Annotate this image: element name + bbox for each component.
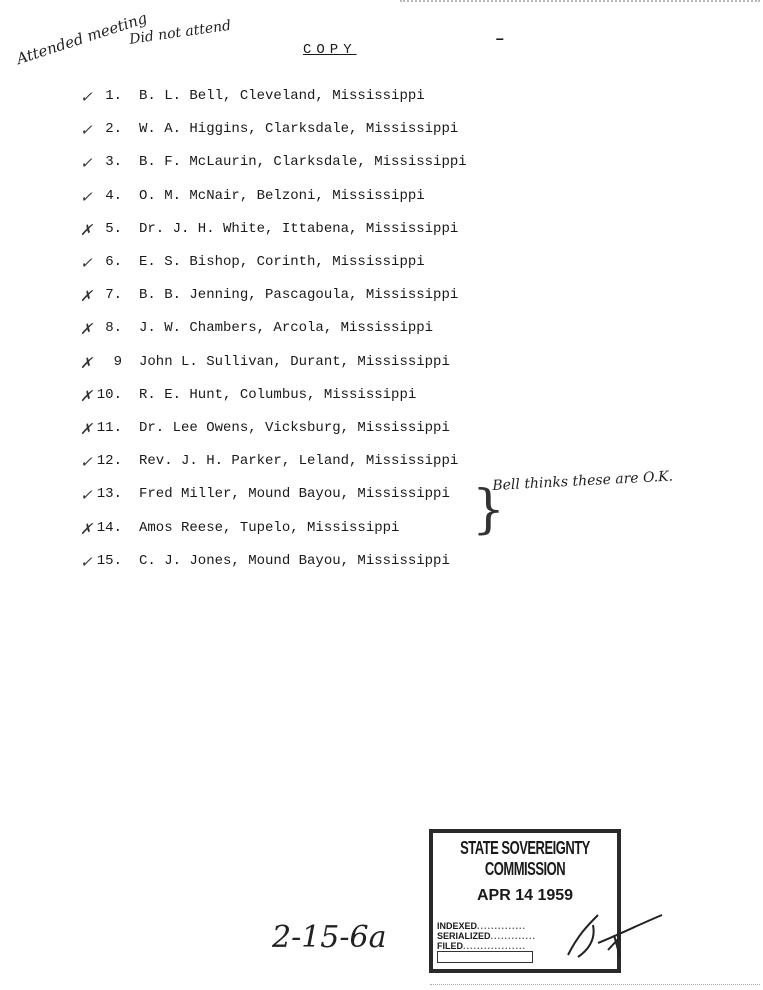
stamp-date: APR 14 1959 bbox=[476, 887, 574, 904]
check-mark-icon: ✗ bbox=[80, 353, 93, 372]
list-item bbox=[0, 320, 763, 342]
check-mark-icon: ✓ bbox=[80, 187, 93, 206]
handwritten-file-number: 2-15-6a bbox=[272, 920, 387, 955]
entry-text: R. E. Hunt, Columbus, Mississippi bbox=[139, 386, 417, 403]
stamp-box bbox=[437, 951, 533, 963]
list-item bbox=[0, 387, 763, 409]
list-item bbox=[0, 221, 763, 243]
list-item bbox=[0, 520, 763, 542]
signature-mark bbox=[558, 905, 668, 965]
entry-number: 6. bbox=[105, 254, 122, 270]
top-dotted-edge bbox=[400, 0, 760, 4]
check-mark-icon: ✓ bbox=[80, 88, 93, 106]
entry-number: 3. bbox=[105, 154, 122, 171]
list-item bbox=[0, 420, 763, 442]
entry-text: W. A. Higgins, Clarksdale, Mississippi bbox=[139, 121, 459, 138]
entry-number: 13. bbox=[96, 486, 122, 503]
entry-text: E. S. Bishop, Corinth, Mississippi bbox=[139, 254, 425, 270]
entry-number: 5. bbox=[105, 220, 122, 237]
stamp-indexed-label: INDEXED bbox=[437, 921, 478, 931]
entry-number: 10. bbox=[96, 386, 122, 403]
check-mark-icon: ✓ bbox=[80, 453, 93, 472]
check-mark-icon: ✗ bbox=[80, 320, 93, 339]
entry-text: B. B. Jenning, Pascagoula, Mississippi bbox=[139, 287, 459, 304]
handwritten-brace: } bbox=[472, 480, 506, 540]
entry-number: 14. bbox=[96, 519, 122, 536]
check-mark-icon: ✓ bbox=[80, 552, 93, 571]
check-mark-icon: ✗ bbox=[80, 386, 93, 405]
pen-dash-mark: – bbox=[495, 30, 505, 48]
entry-text: B. F. McLaurin, Clarksdale, Mississippi bbox=[139, 154, 467, 171]
list-item bbox=[0, 287, 763, 309]
entry-text: B. L. Bell, Cleveland, Mississippi bbox=[139, 88, 425, 104]
list-item bbox=[0, 88, 763, 110]
stamp-serialized-label: SERIALIZED bbox=[437, 931, 491, 941]
document-title: COPY bbox=[303, 42, 357, 58]
entry-number: 12. bbox=[96, 453, 122, 470]
stamp-fields: INDEXED.............. SERIALIZED............. FILED.................. bbox=[437, 921, 537, 951]
entry-number: 11. bbox=[96, 420, 122, 436]
check-mark-icon: ✗ bbox=[80, 420, 93, 438]
stamp-title: STATE SOVEREIGNTY COMMISSION bbox=[460, 837, 590, 879]
entry-text: Dr. Lee Owens, Vicksburg, Mississippi bbox=[139, 420, 450, 436]
handwritten-note-did-not-attend: Did not attend bbox=[128, 17, 233, 48]
entry-number: 8. bbox=[105, 320, 122, 337]
check-mark-icon: ✓ bbox=[80, 121, 93, 140]
check-mark-icon: ✓ bbox=[80, 154, 93, 173]
stamp-filed-label: FILED bbox=[437, 941, 463, 951]
entry-text: O. M. McNair, Belzoni, Mississippi bbox=[139, 187, 425, 204]
entry-number: 4. bbox=[105, 187, 122, 204]
check-mark-icon: ✗ bbox=[80, 287, 93, 306]
check-mark-icon: ✗ bbox=[80, 220, 93, 239]
list-item bbox=[0, 486, 763, 508]
entry-number: 2. bbox=[105, 121, 122, 138]
entry-text: Amos Reese, Tupelo, Mississippi bbox=[139, 519, 400, 536]
list-item bbox=[0, 254, 763, 276]
entry-text: Rev. J. H. Parker, Leland, Mississippi bbox=[139, 453, 459, 470]
check-mark-icon: ✓ bbox=[80, 486, 93, 505]
entry-text: C. J. Jones, Mound Bayou, Mississippi bbox=[139, 552, 450, 569]
check-mark-icon: ✗ bbox=[80, 519, 93, 538]
list-item bbox=[0, 154, 763, 176]
handwritten-note-bell: Bell thinks these are O.K. bbox=[492, 468, 674, 494]
check-mark-icon: ✓ bbox=[80, 254, 93, 272]
entry-number: 1. bbox=[105, 88, 122, 104]
list-item bbox=[0, 121, 763, 143]
entry-text: J. W. Chambers, Arcola, Mississippi bbox=[139, 320, 434, 337]
entry-number: 7. bbox=[105, 287, 122, 304]
entry-text: Dr. J. H. White, Ittabena, Mississippi bbox=[139, 220, 459, 237]
entry-text: John L. Sullivan, Durant, Mississippi bbox=[139, 353, 450, 370]
entry-number: 15. bbox=[96, 552, 122, 569]
list-item bbox=[0, 188, 763, 210]
handwritten-note-attended: Attended meeting bbox=[14, 8, 150, 69]
list-item bbox=[0, 354, 763, 376]
entry-number: 9 bbox=[113, 353, 122, 370]
bottom-dotted-edge bbox=[430, 984, 760, 985]
list-item bbox=[0, 553, 763, 575]
entry-text: Fred Miller, Mound Bayou, Mississippi bbox=[139, 486, 450, 503]
